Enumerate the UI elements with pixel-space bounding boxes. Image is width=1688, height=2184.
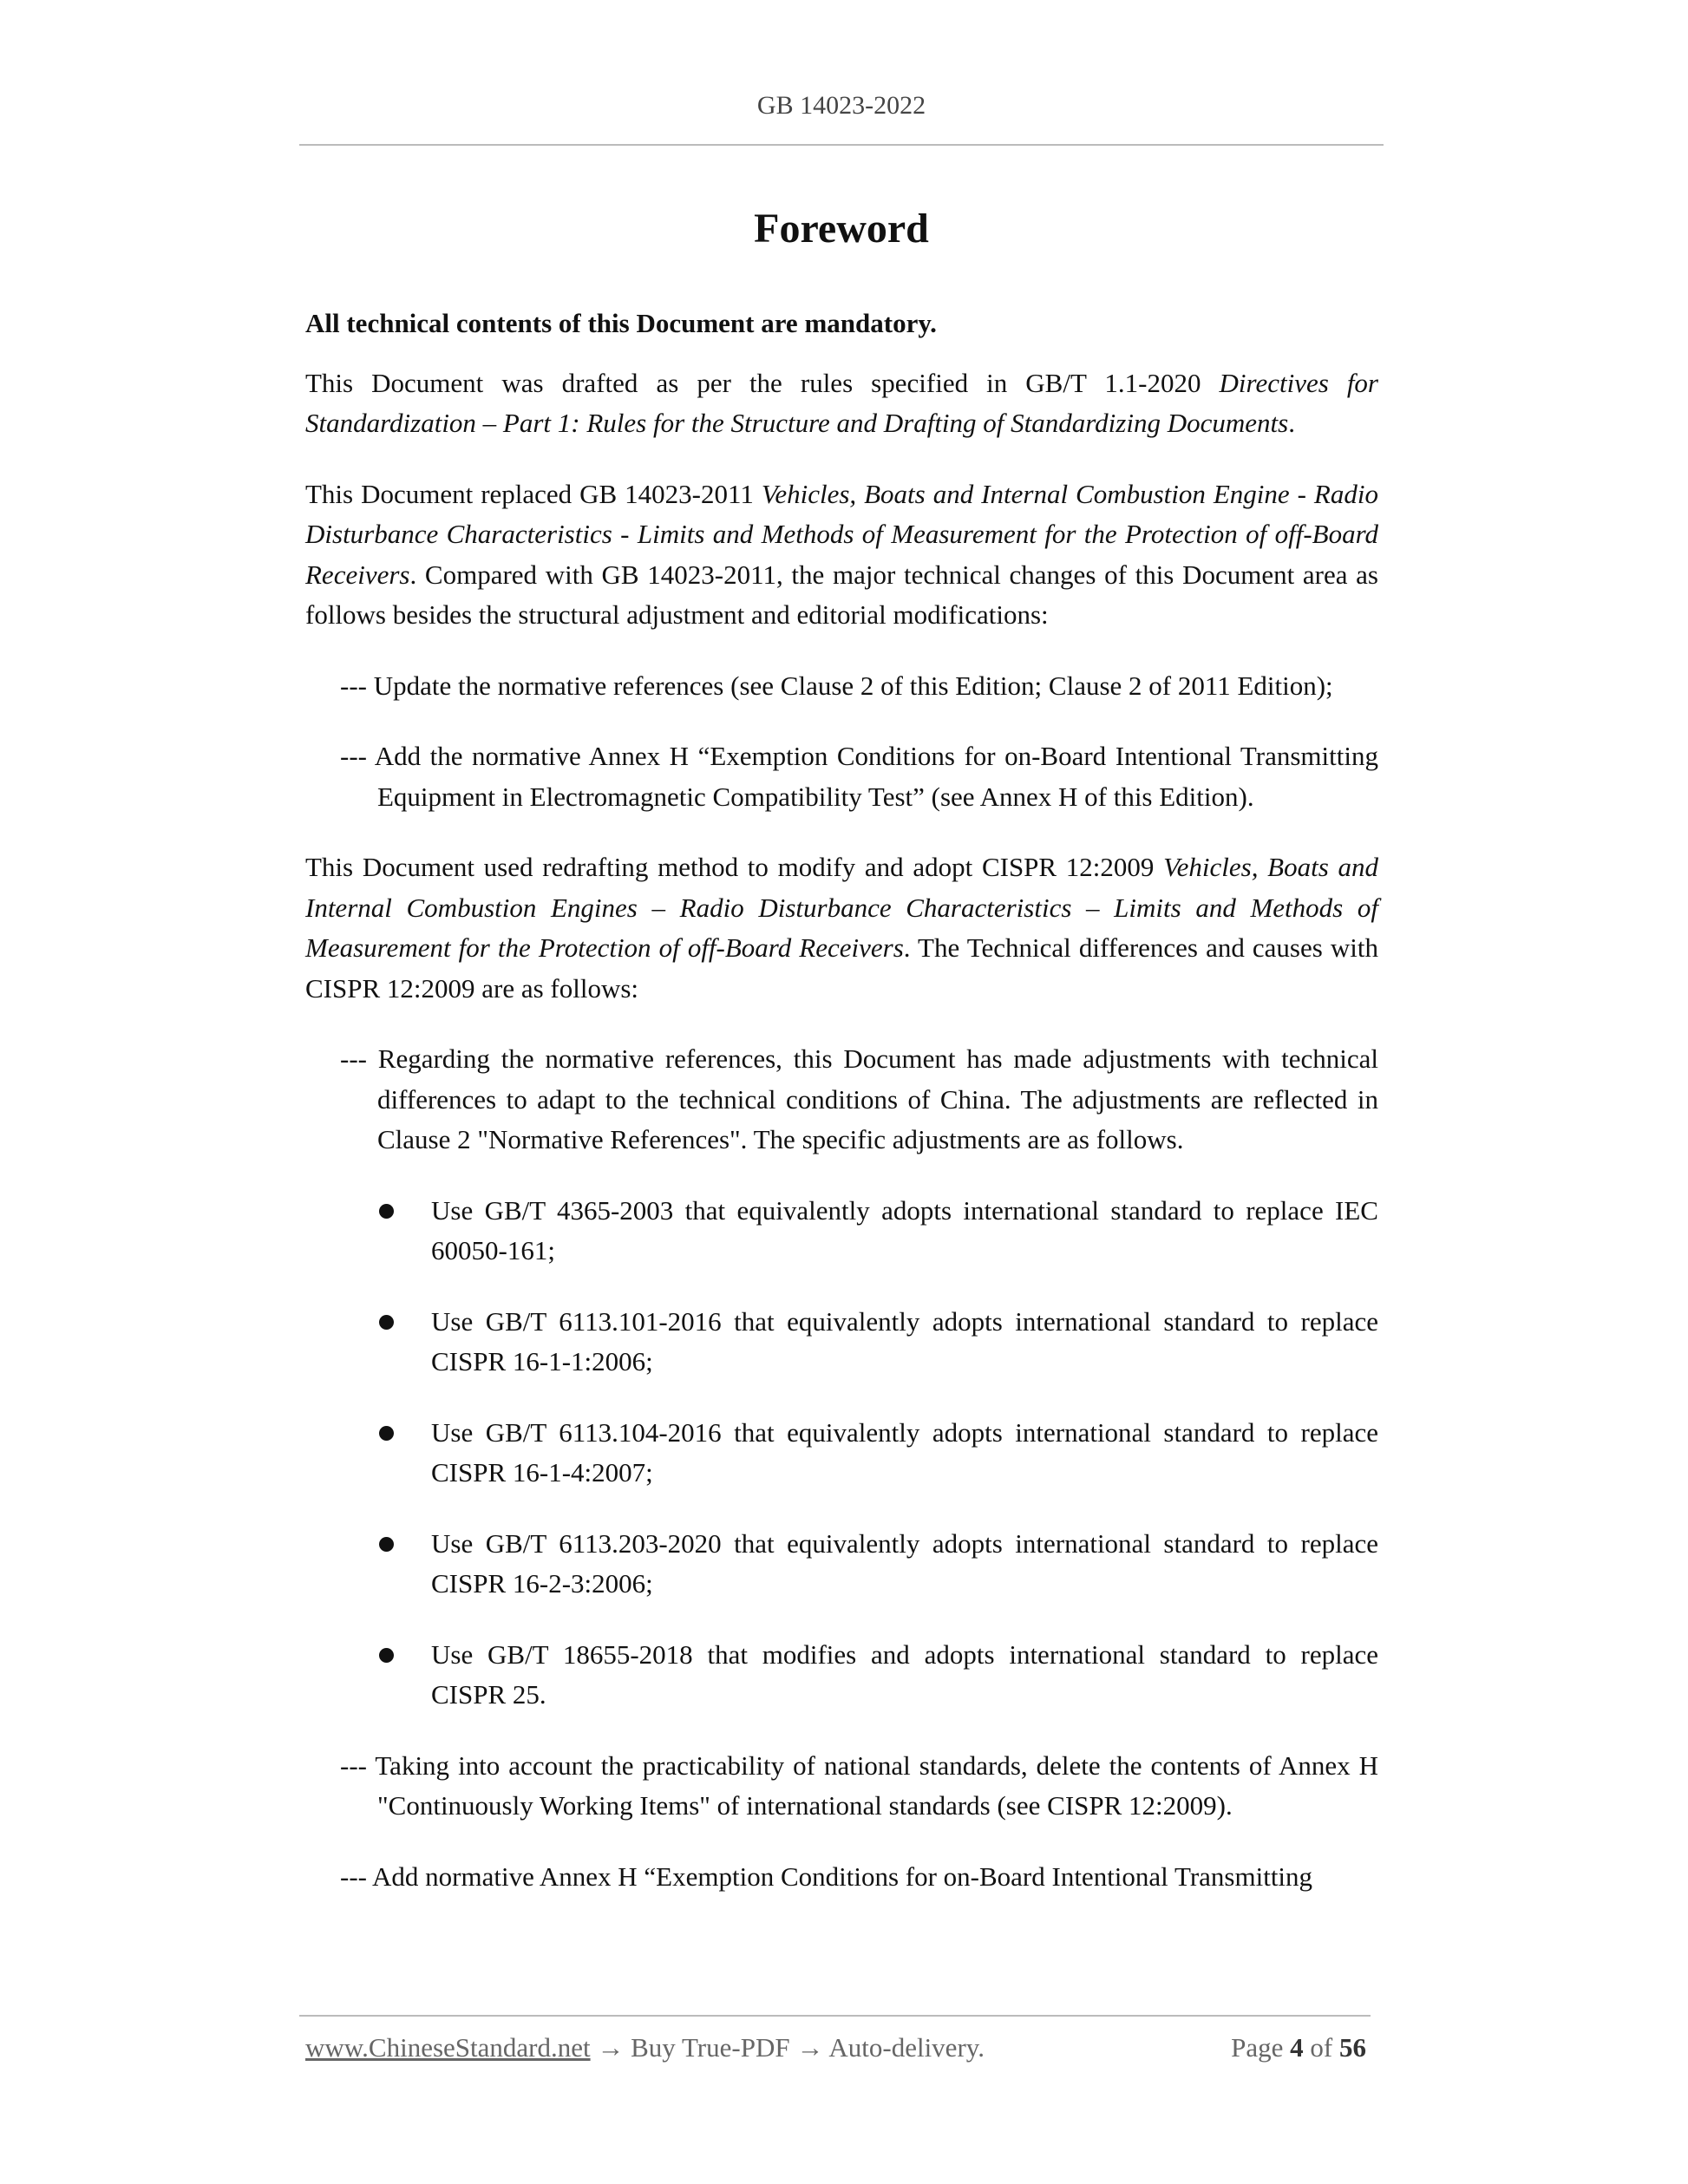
paragraph-drafting-rules [305,363,1378,444]
bullet-text: Use GB/T 18655-2018 that modifies and adopts international standard to replace CISPR 25. [431,1638,1378,1710]
mandatory-note: All technical contents of this Document are mandatory. [305,308,937,338]
page-title: Foreword [754,206,929,252]
of-label: of [1310,2032,1333,2063]
paragraph-text-end: . [1288,408,1295,438]
bullet-dot-icon [379,1648,394,1663]
bullet-dot-icon [379,1204,394,1219]
bullet-item [305,1413,1378,1494]
difference-item: --- Add normative Annex H “Exemption Conditions for on-Board Intentional Transmitting [340,1860,1313,1892]
bullet-item [305,1191,1378,1272]
bullet-item [305,1524,1378,1605]
change-item: --- Update the normative references (see Clause 2 of this Edition; Clause 2 of 2011 Edition); [340,670,1333,701]
paragraph-adoption [305,847,1378,1009]
bullet-dot-icon [379,1426,394,1441]
current-page: 4 [1290,2032,1304,2063]
document-body [305,304,1378,1927]
difference-item: --- Regarding the normative references, this Document has made adjustments with technical differences to adapt to the technical conditions of China. The adjustments are reflected in Clause 2 "Normative References". The specific adjustments are as follows. [340,1043,1378,1154]
difference-item: --- Taking into account the practicability of national standards, delete the contents of Annex H "Continuously Working Items" of international standards (see CISPR 12:2009). [340,1749,1378,1821]
page-number [1231,2032,1366,2063]
footer-promo-text: → Buy True-PDF → Auto-delivery. [590,2032,985,2063]
paragraph-text: This Document used redrafting method to modify and adopt CISPR 12:2009 [305,852,1164,882]
page-label: Page [1231,2032,1284,2063]
paragraph-text-end: . The Technical differences and causes with CISPR 12:2009 are as follows: [305,932,1378,1004]
site-link[interactable]: www.ChineseStandard.net [305,2032,591,2063]
bullet-text: Use GB/T 6113.101-2016 that equivalently adopts international standard to replace CISPR 16-1-1:2006; [431,1305,1378,1376]
paragraph-text: This Document replaced GB 14023-2011 [305,478,762,509]
bullet-dot-icon [379,1315,394,1330]
bullet-text: Use GB/T 6113.104-2016 that equivalently adopts international standard to replace CISPR 16-1-4:2007; [431,1416,1378,1488]
referenced-title: Directives for Standardization – Part 1: Rules for the Structure and Drafting of Standardizing Documents [305,367,1378,438]
paragraph-replacement [305,474,1378,636]
bullet-text: Use GB/T 6113.203-2020 that equivalently adopts international standard to replace CISPR 16-2-3:2006; [431,1527,1378,1599]
paragraph-text-end: . Compared with GB 14023-2011, the major technical changes of this Document area as follows besides the structural adjustment and editorial modifications: [305,559,1378,630]
referenced-title: Vehicles, Boats and Internal Combustion Engine - Radio Disturbance Characteristics - Limits and Methods of Measurement for the Protection of off-Board Receivers [305,478,1378,590]
bullet-item [305,1302,1378,1383]
referenced-title: Vehicles, Boats and Internal Combustion Engines – Radio Disturbance Characteristics – Limits and Methods of Measurement for the Protection of off-Board Receivers [305,852,1378,963]
footer-divider [299,2015,1371,2017]
bullet-text: Use GB/T 4365-2003 that equivalently adopts international standard to replace IEC 60050-161; [431,1194,1378,1265]
total-pages: 56 [1339,2032,1366,2063]
header-divider [299,144,1384,146]
bullet-item [305,1635,1378,1716]
footer-promo [305,2032,985,2063]
bullet-dot-icon [379,1537,394,1552]
paragraph-text: This Document was drafted as per the rules specified in GB/T 1.1-2020 [305,367,1220,398]
page-header-doc-code: GB 14023-2022 [756,91,926,120]
change-item: --- Add the normative Annex H “Exemption Conditions for on-Board Intentional Transmitting Equipment in Electromagnetic Compatibility Test” (see Annex H of this Edition). [340,741,1378,812]
